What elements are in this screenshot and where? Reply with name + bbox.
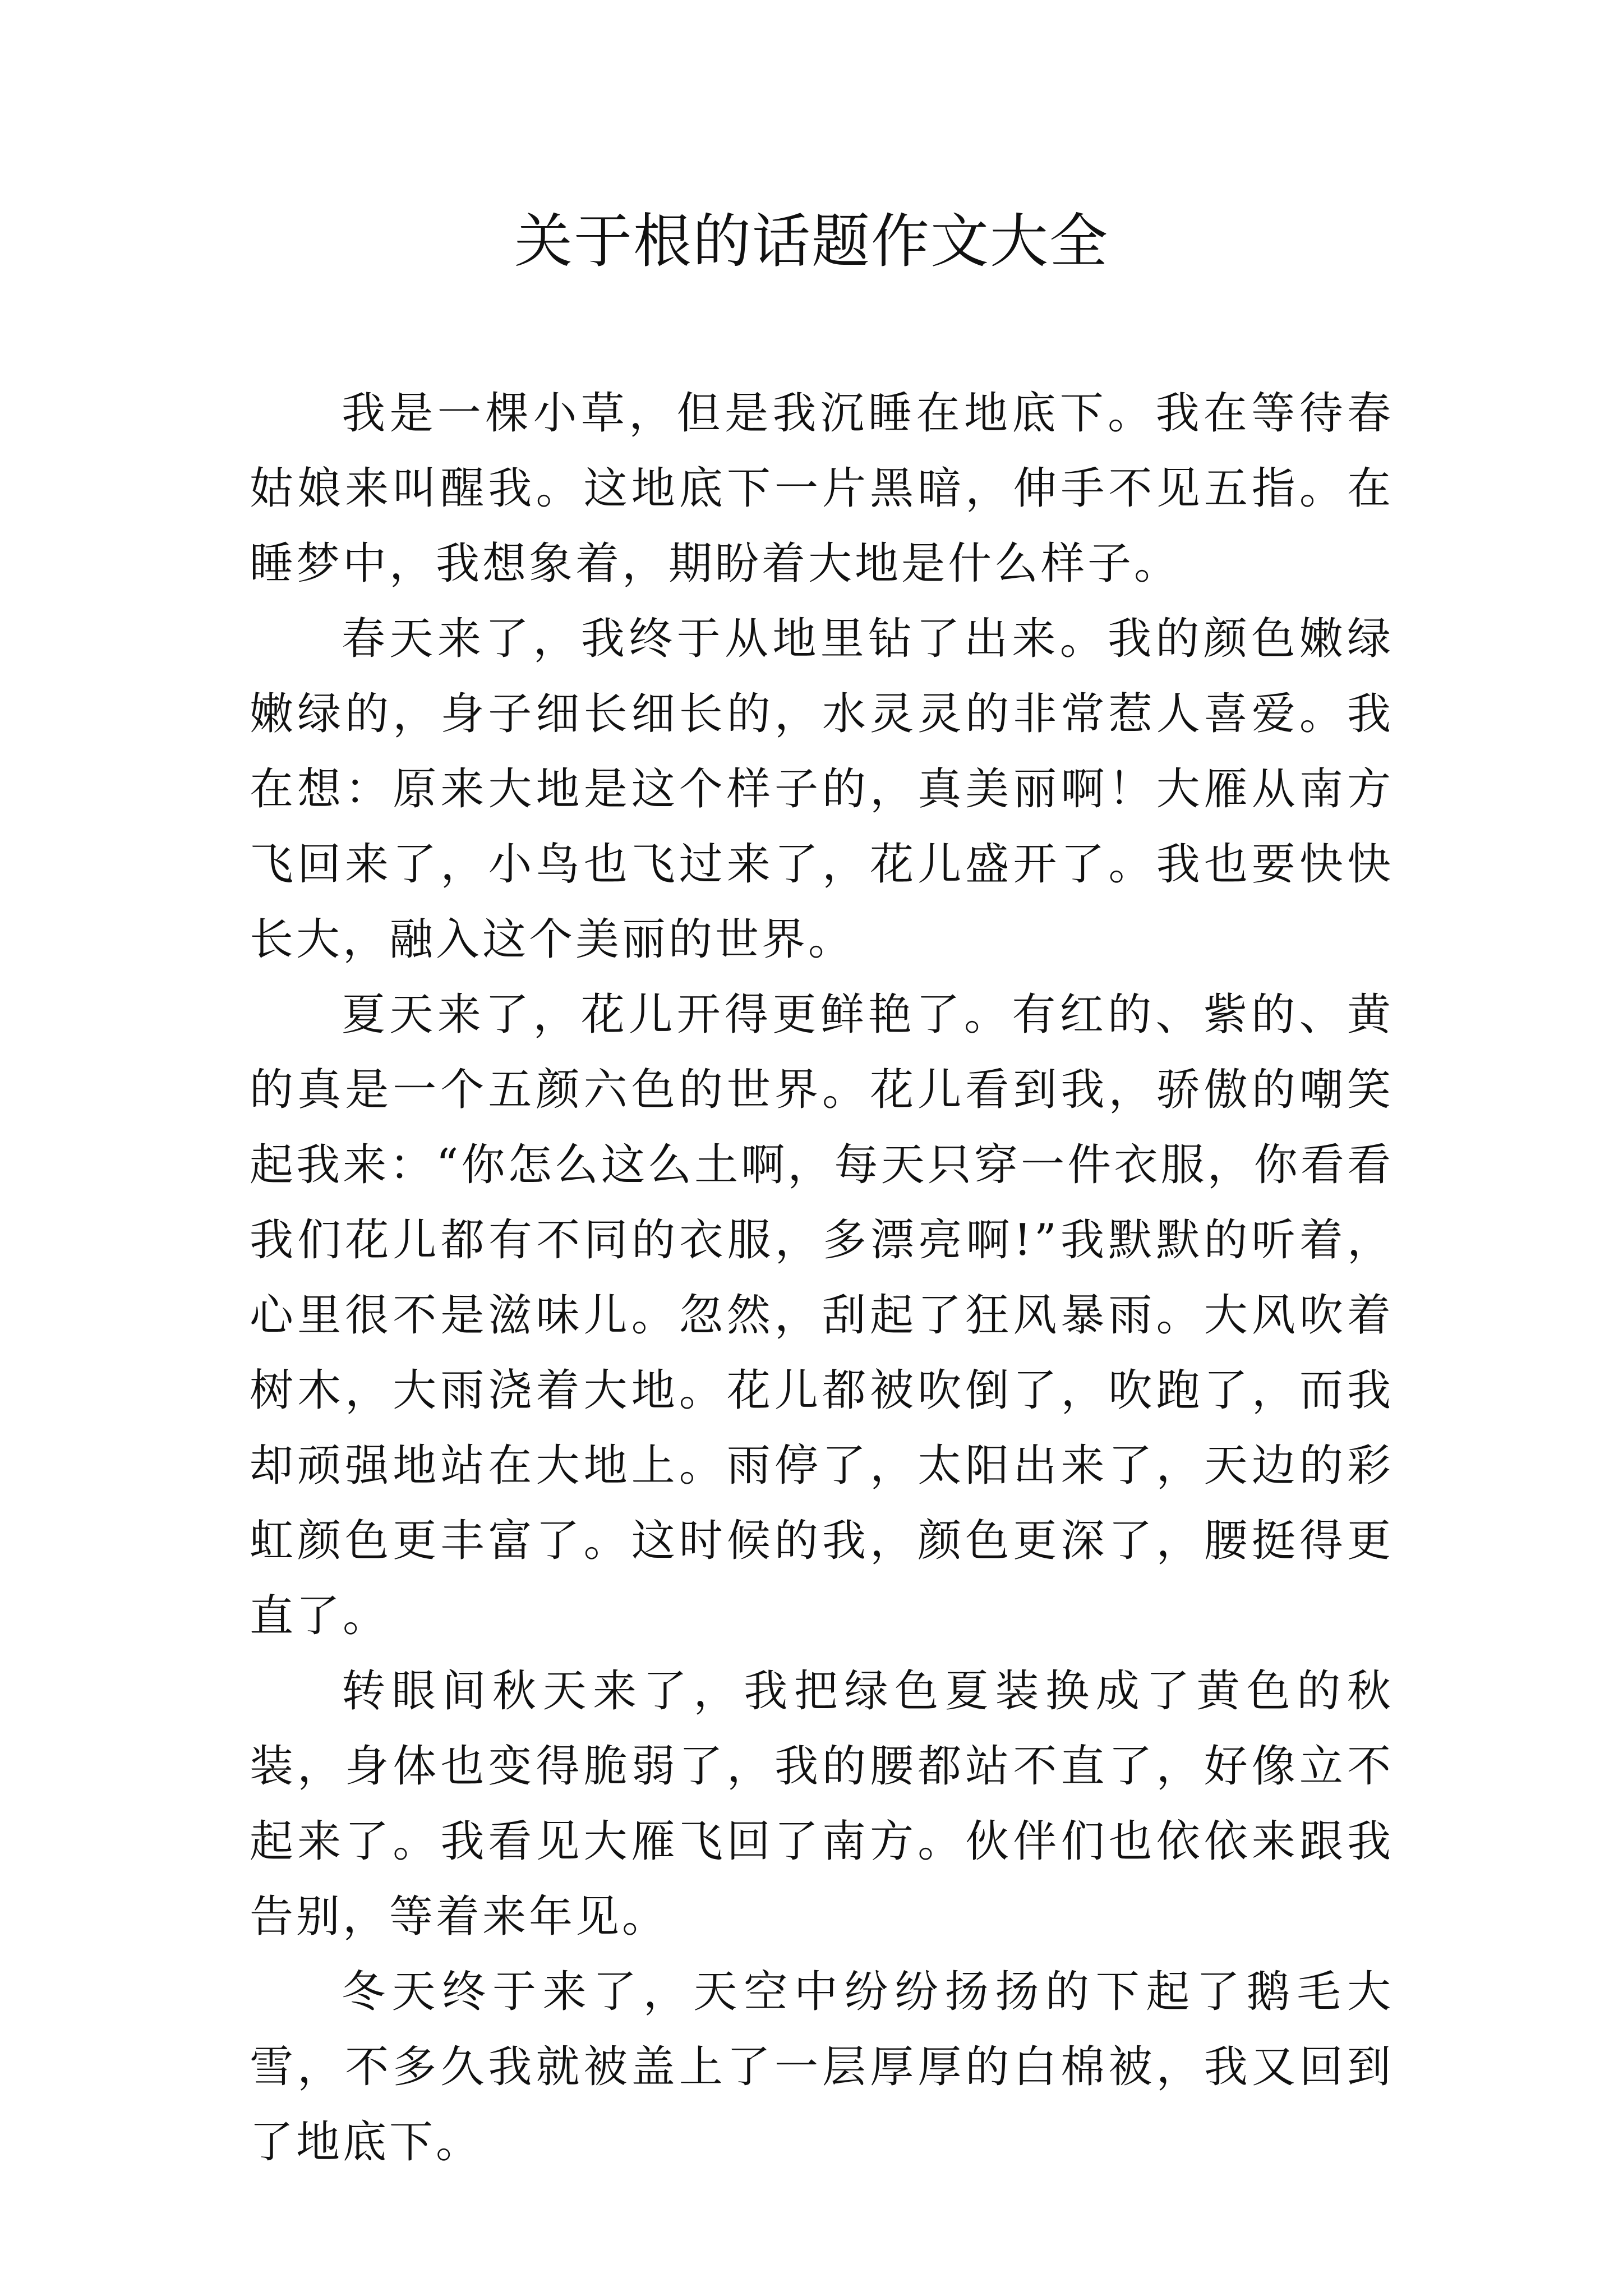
paragraph-5: 冬天终于来了，天空中纷纷扬扬的下起了鹅毛大雪，不多久我就被盖上了一层厚厚的白棉被，我又回到了地底下。	[250, 1967, 1394, 2168]
paragraph-4: 转眼间秋天来了，我把绿色夏装换成了黄色的秋装，身体也变得脆弱了，我的腰都站不直了，好像立不起来了。我看见大雁飞回了南方。伙伴们也依依来跟我告别，等着来年见。	[250, 1666, 1394, 1942]
document-body	[250, 376, 1394, 2180]
paragraph-2: 春天来了，我终于从地里钻了出来。我的颜色嫩绿嫩绿的，身子细长细长的，水灵灵的非常惹人喜爱。我在想：原来大地是这个样子的，真美丽啊！大雁从南方飞回来了，小鸟也飞过来了，花儿盛开了。我也要快快长大，融入这个美丽的世界。	[250, 614, 1394, 965]
document-title: 关于根的话题作文大全	[514, 207, 1109, 275]
paragraph-3: 夏天来了，花儿开得更鲜艳了。有红的、紫的、黄的真是一个五颜六色的世界。花儿看到我，骄傲的嘲笑起我来：“你怎么这么土啊，每天只穿一件衣服，你看看我们花儿都有不同的衣服，多漂亮啊!”我默默的听着，心里很不是滋味儿。忽然，刮起了狂风暴雨。大风吹着树木，大雨浇着大地。花儿都被吹倒了，吹跑了，而我却顽强地站在大地上。雨停了，太阳出来了，天边的彩虹颜色更丰富了。这时候的我，颜色更深了，腰挺得更直了。	[250, 990, 1394, 1641]
paragraph-1: 我是一棵小草，但是我沉睡在地底下。我在等待春姑娘来叫醒我。这地底下一片黑暗，伸手不见五指。在睡梦中，我想象着，期盼着大地是什么样子。	[250, 388, 1394, 589]
